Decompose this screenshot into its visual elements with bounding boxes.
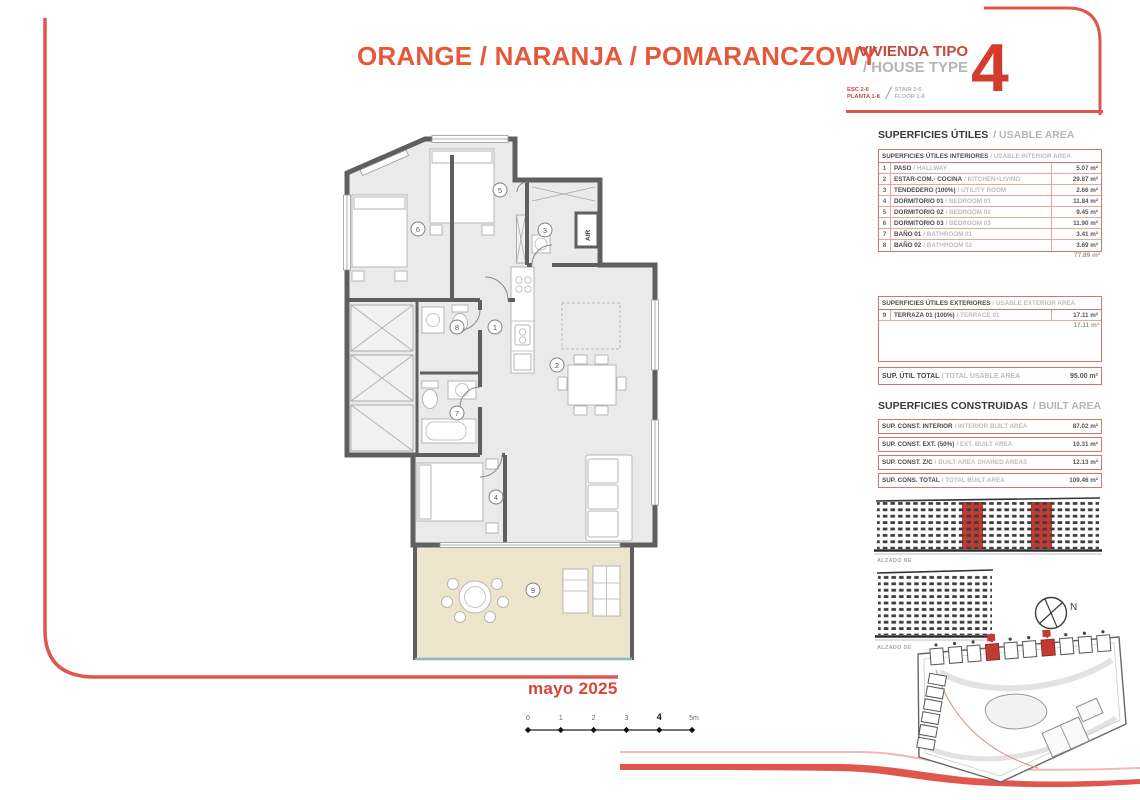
site-plan: [888, 630, 1140, 790]
unit-highlight: [1041, 639, 1055, 656]
exterior-subtotal: 17.11 m²: [1073, 322, 1099, 329]
usable-exterior-table: [878, 296, 1102, 362]
north-label: N: [1070, 602, 1078, 613]
usable-total-row: SUP. ÚTIL TOTAL / TOTAL USABLE AREA 95.00 m²: [878, 367, 1102, 385]
room-number: 6: [415, 224, 421, 234]
scale-tick-label: 2: [591, 715, 596, 722]
air-closet: [576, 213, 598, 247]
house-type-label-es: VIVIENDA TIPO: [858, 43, 968, 60]
pool-shape: [985, 694, 1047, 729]
scale-tick-label: 3: [624, 715, 629, 722]
table-row: 8 BAÑO 02 / BATHROOM 02 3.69 m²: [879, 240, 1101, 251]
interior-subtotal: 77.89 m²: [1073, 252, 1100, 259]
built-area-title: [878, 400, 1104, 412]
usable-total-value: 95.00 m²: [1069, 372, 1098, 380]
stair-floor-es: [847, 87, 880, 101]
scale-tick-label: 4: [656, 712, 662, 722]
table-row: 5 DORMITORIO 02 / BEDROOM 02 9.45 m²: [879, 207, 1101, 218]
scale-tick-label: 1: [558, 715, 563, 722]
usable-area-title-en: / USABLE AREA: [993, 129, 1075, 141]
room-number: 4: [493, 492, 499, 502]
unit-highlight: [985, 644, 999, 661]
table-row: 4 DORMITORIO 01 / BEDROOM 01 11.84 m²: [879, 196, 1101, 207]
header-rule: [846, 110, 1103, 113]
built-area-row: SUP. CONST. Z/C / BUILT AREA SHARED AREAS 12.13 m²: [878, 455, 1102, 470]
air-label: AIR: [585, 229, 592, 241]
room-number: 3: [542, 225, 548, 235]
room-number: 8: [454, 322, 460, 332]
elevation-caption: ALZADO NE: [877, 558, 912, 564]
usable-area-title: [878, 129, 1104, 141]
page-title: ORANGE / NARANJA / POMARANCZOWY: [357, 41, 878, 71]
stair-floor-info: [847, 84, 925, 104]
built-area-row: SUP. CONS. TOTAL / TOTAL BUILT AREA 109.46 m²: [878, 473, 1102, 488]
scale-tick-label: 0: [526, 715, 530, 722]
scale-tick-label: 5m: [689, 715, 699, 722]
usable-interior-header: SUPERFICIES ÚTILES INTERIORES / USABLE INTERIOR AREA: [879, 150, 1101, 163]
room-number: 5: [497, 185, 503, 195]
elevation-caption: ALZADO SE: [877, 645, 912, 651]
esc-label: ESC 2-6: [847, 87, 869, 93]
publication-date: mayo 2025: [528, 679, 618, 698]
table-row: 3 TENDEDERO (100%) / UTILITY ROOM 2.66 m²: [879, 185, 1101, 196]
planta-label: PLANTA 1-8: [847, 94, 880, 100]
room-number: 9: [530, 585, 536, 595]
built-area-title-es: SUPERFICIES CONSTRUIDAS: [878, 400, 1028, 412]
built-area-row: SUP. CONST. EXT. (50%) / EXT. BUILT AREA 10.31 m²: [878, 437, 1102, 452]
room-number: 1: [492, 322, 498, 332]
table-row: 9 TERRAZA 01 (100%) / TERRACE 01 17.11 m²: [879, 310, 1101, 321]
usable-exterior-header: SUPERFICIES ÚTILES EXTERIORES / USABLE EXTERIOR AREA: [879, 297, 1101, 310]
house-type-label-en: / HOUSE TYPE: [862, 59, 968, 76]
scale-bar: [520, 708, 710, 742]
usable-area-title-es: SUPERFICIES ÚTILES: [878, 129, 989, 141]
built-area-row: SUP. CONST. INTERIOR / INTERIOR BUILT AREA 87.02 m²: [878, 419, 1102, 434]
elevation-drawing-long: [874, 494, 1102, 558]
stair-floor-en: [895, 87, 925, 101]
table-row: 1 PASO / HALLWAY 5.07 m²: [879, 163, 1101, 174]
floor-plan: [280, 125, 690, 670]
table-row: 2 ESTAR-COM.- COCINA / KITCHEN+LIVING 29.87 m²: [879, 174, 1101, 185]
room-number: 7: [454, 408, 460, 418]
room-number: 2: [554, 360, 560, 370]
usable-interior-table: [878, 149, 1102, 252]
floor-label: FLOOR 1-8: [894, 94, 925, 100]
stair-label: STAIR 2-6: [894, 87, 922, 93]
house-type-number: 4: [971, 30, 1009, 106]
table-row: 6 DORMITORIO 03 / BEDROOM 03 11.90 m²: [879, 218, 1101, 229]
house-type-block: [846, 44, 968, 76]
slash-divider: /: [883, 84, 893, 103]
built-area-title-en: / BUILT AREA: [1032, 400, 1102, 412]
table-row: 7 BAÑO 01 / BATHROOM 01 3.41 m²: [879, 229, 1101, 240]
